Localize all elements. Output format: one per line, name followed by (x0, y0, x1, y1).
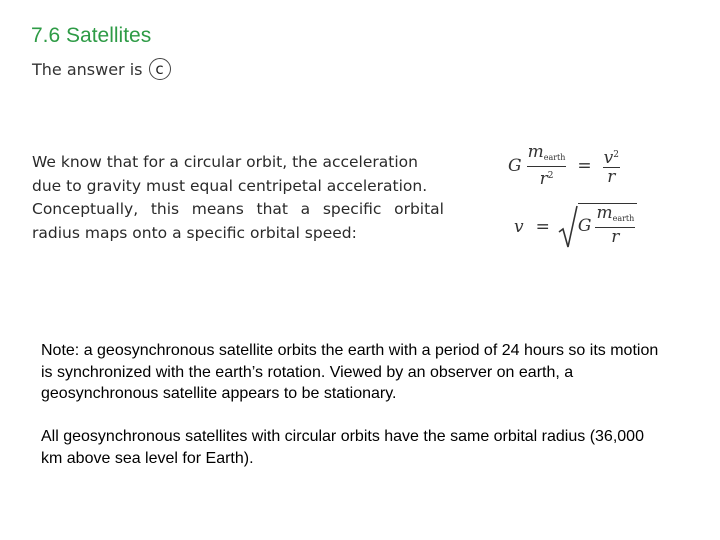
eq1-rhs-fraction (603, 148, 620, 185)
sqrt-sign (558, 205, 578, 249)
answer-choice-circle: c (149, 58, 171, 80)
answer-line (32, 58, 171, 80)
eq1-m-sub: earth (543, 153, 566, 162)
explanation-line: due to gravity must equal centripetal acceleration. (32, 176, 428, 195)
eq2-r: r (611, 227, 620, 247)
eq1-r2: r (607, 166, 616, 187)
explanation-line: radius maps onto a specific orbital speed: (32, 223, 357, 242)
equations-block (508, 142, 648, 255)
eq1-v-sup: 2 (613, 149, 620, 160)
eq2-v: v (514, 217, 524, 237)
eq2-m: m (596, 203, 613, 223)
gravity-equation (508, 142, 620, 189)
explanation-line: Conceptually, this means that a specific orbital (32, 200, 444, 218)
eq2-G: G (577, 215, 592, 236)
eq2-equals: = (535, 217, 550, 237)
note-paragraph: Note: a geosynchronous satellite orbits the earth with a period of 24 hours so its motion is synchronized with the earth’s rotation. Viewed by an observer on earth, a geosynchronous satellite appears to be stationary. (41, 342, 659, 402)
speed-equation (514, 205, 637, 249)
slide-title: 7.6 Satellites (31, 24, 152, 47)
eq1-G: G (508, 156, 522, 176)
eq1-v: v (603, 147, 614, 168)
eq1-m: m (527, 142, 544, 162)
eq2-fraction (595, 203, 635, 247)
eq1-r: r (539, 169, 548, 189)
answer-prefix: The answer is (32, 59, 143, 79)
eq1-equals: = (577, 156, 592, 176)
explanation-line: We know that for a circular orbit, the acceleration (32, 153, 418, 171)
eq2-m-sub: earth (612, 214, 635, 223)
eq1-lhs-fraction (527, 142, 567, 189)
sqrt-radicand (578, 203, 637, 245)
eq1-r-sup: 2 (547, 171, 554, 181)
note-paragraph-radius: All geosynchronous satellites with circular orbits have the same orbital radius (36,000 km above sea level for Earth). (41, 428, 644, 467)
explanation-text (32, 151, 444, 245)
